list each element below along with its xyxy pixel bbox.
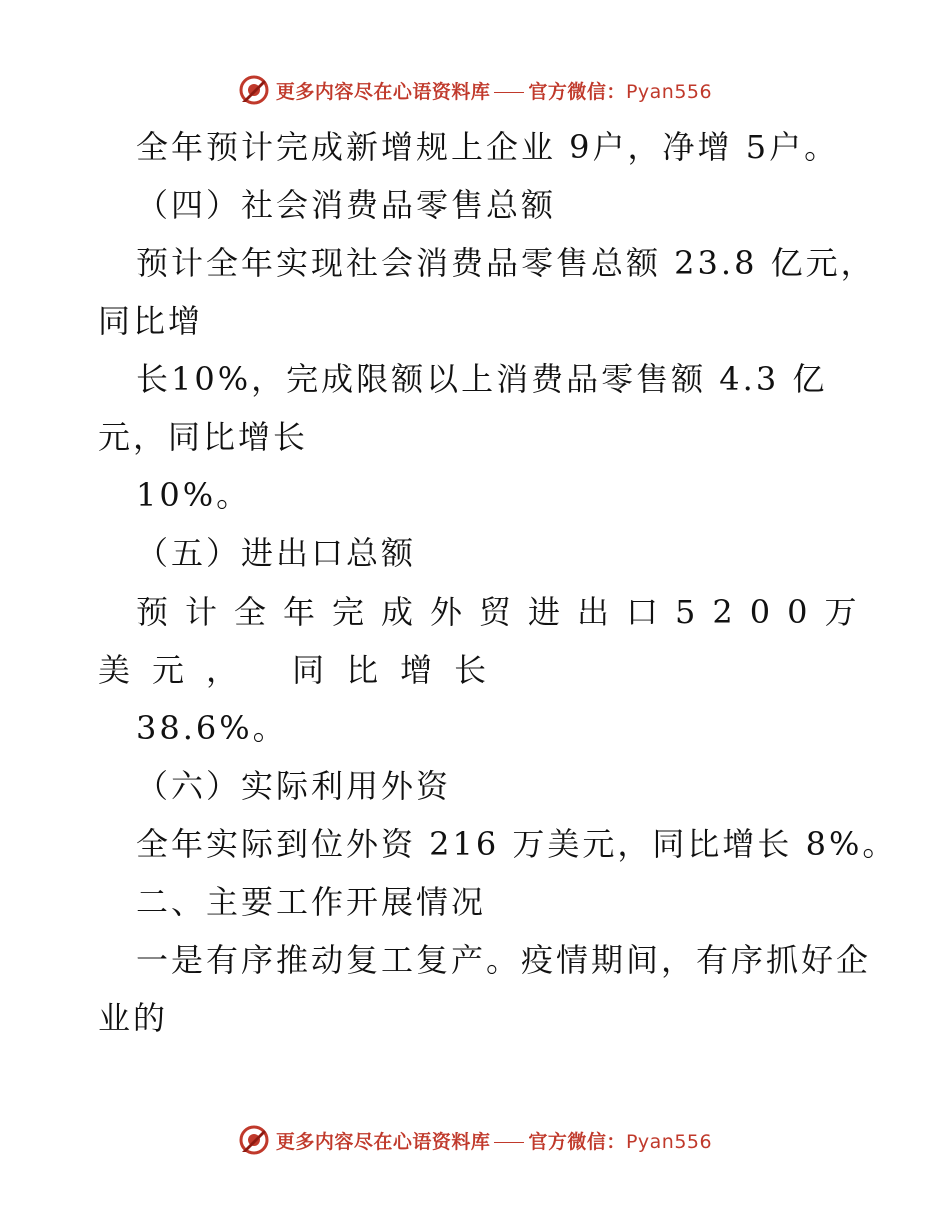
watermark-text: 更多内容尽在心语资料库 官方微信：Pyan556	[275, 80, 713, 103]
body-line: 元，同比增长	[98, 418, 309, 456]
body-line: 预计全年实现社会消费品零售总额 23.8 亿元，	[136, 244, 876, 282]
body-line: 38.6%。	[136, 709, 288, 747]
body-line: 美元， 同比增长	[98, 651, 509, 689]
body-line: 业的	[98, 999, 169, 1037]
body-line: 同比增	[98, 302, 204, 340]
body-line: 10%。	[136, 476, 252, 514]
body-line: 一是有序推动复工复产。疫情期间，有序抓好企	[136, 941, 872, 979]
body-line: 预计全年完成外贸进出口5200万	[136, 593, 874, 631]
section-heading: （四）社会消费品零售总额	[136, 186, 557, 224]
body-line: 全年实际到位外资 216 万美元，同比增长 8%。	[136, 825, 898, 863]
footer-watermark	[0, 1120, 950, 1160]
section-heading: 二、主要工作开展情况	[136, 883, 487, 921]
body-line: 全年预计完成新增规上企业 9户，净增 5户。	[136, 128, 840, 166]
quill-logo-icon	[238, 1124, 270, 1156]
body-line: 长10%，完成限额以上消费品零售额 4.3 亿	[136, 360, 828, 398]
watermark-text: 更多内容尽在心语资料库 官方微信：Pyan556	[275, 1130, 713, 1153]
section-heading: （五）进出口总额	[136, 534, 417, 572]
section-heading: （六）实际利用外资	[136, 767, 452, 805]
